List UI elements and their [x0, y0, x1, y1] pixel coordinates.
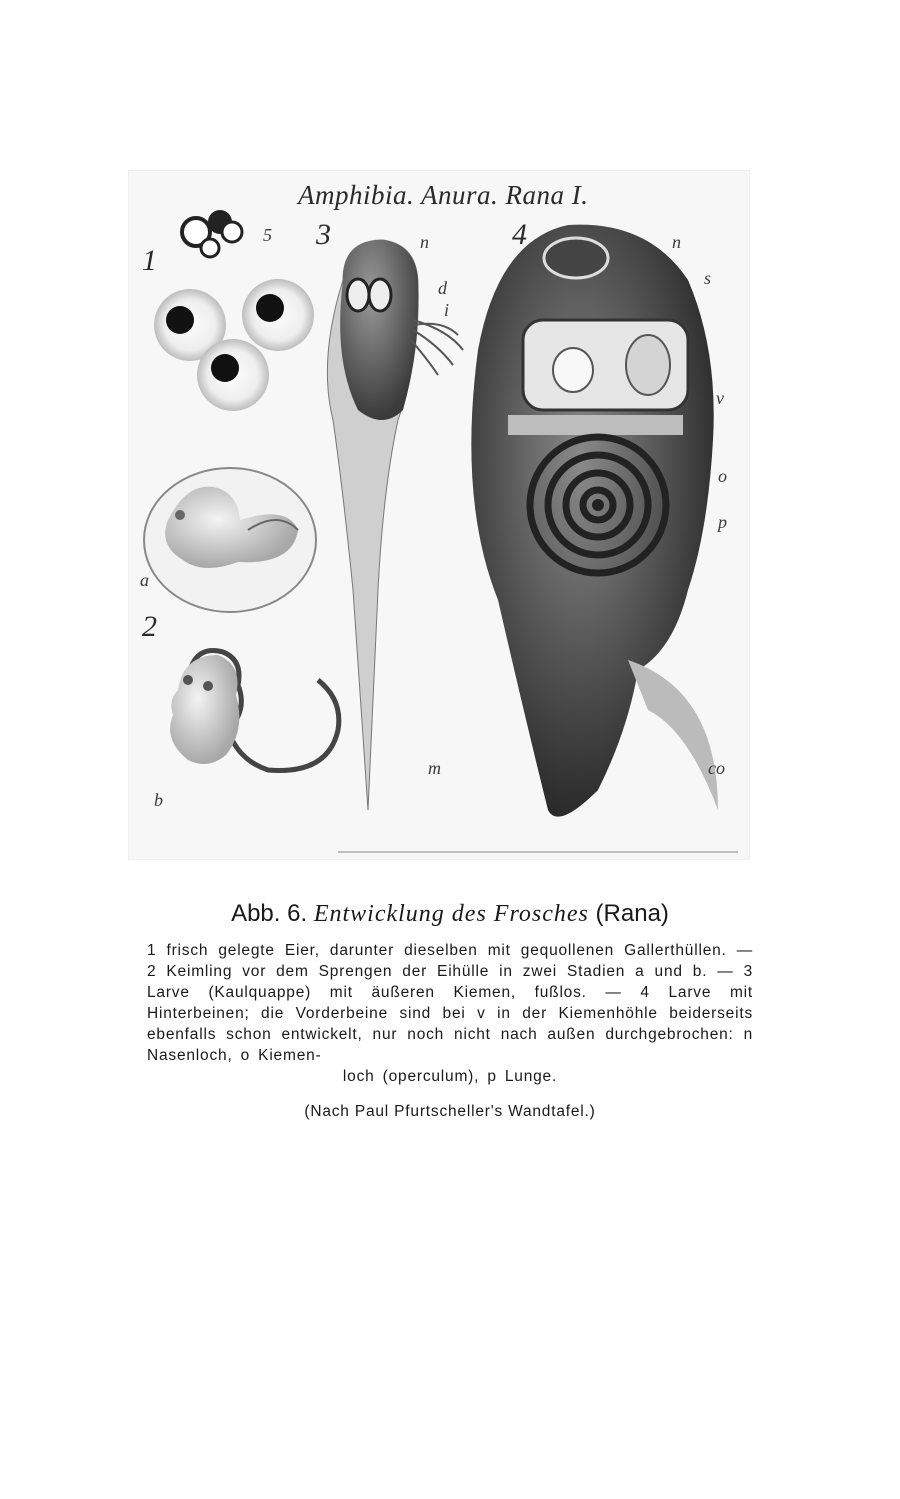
- fig3-label-n: n: [420, 232, 429, 252]
- fig2-label-a: a: [140, 570, 149, 590]
- fig2-label-b: b: [154, 790, 163, 810]
- fig4-label-v: v: [716, 388, 724, 408]
- fig3-label-d: d: [438, 278, 447, 298]
- caption-body-last-line: loch (operculum), p Lunge.: [342, 1068, 558, 1085]
- fig-number-2: 2: [142, 610, 157, 643]
- fig4-label-s: s: [704, 268, 712, 288]
- fig4-label-p: p: [718, 512, 727, 532]
- plate-illustration: [128, 170, 750, 860]
- caption-title: [147, 900, 753, 928]
- caption-source: (Nach Paul Pfurtscheller's Wandtafel.): [304, 1103, 596, 1120]
- fig-number-3: 3: [316, 218, 331, 251]
- caption-figure-number: Abb. 6.: [231, 900, 308, 927]
- caption-body: [147, 940, 753, 1087]
- fig4-label-bottom: co: [708, 758, 725, 778]
- plate-title: Amphibia. Anura. Rana I.: [298, 180, 589, 210]
- fig4-label-n: n: [672, 232, 681, 252]
- fig4-label-o: o: [718, 466, 727, 486]
- fig2a-embryo-in-egg: [144, 468, 316, 612]
- caption-title-italic: Entwicklung des Frosches: [313, 901, 589, 927]
- fig-number-4: 4: [512, 218, 527, 251]
- frog-development-plate: [128, 170, 750, 860]
- caption-title-genus: (Rana): [595, 900, 669, 927]
- figure-caption: [147, 900, 753, 1121]
- fig3-label-bottom: m: [428, 758, 441, 778]
- fig3-label-i: i: [444, 300, 450, 320]
- fig-number-1: 1: [142, 244, 157, 277]
- caption-body-text: 1 frisch gelegte Eier, darunter dieselben mit gequollenen Gallerthüllen. — 2 Keimling vor dem Sprengen der Eihülle in zwei Stadien a und b. — 3 Larve (Kaulquappe) mit äußeren Kiemen, fußlos. — 4 Larve mit Hinterbeinen; die Vorderbeine sind bei v in der Kiemenhöhle beiderseits ebenfalls schon entwickelt, nur noch nicht nach außen durchgebrochen: n Nasenloch, o Kiemen-: [147, 942, 753, 1064]
- fig1-label: 5: [263, 225, 272, 245]
